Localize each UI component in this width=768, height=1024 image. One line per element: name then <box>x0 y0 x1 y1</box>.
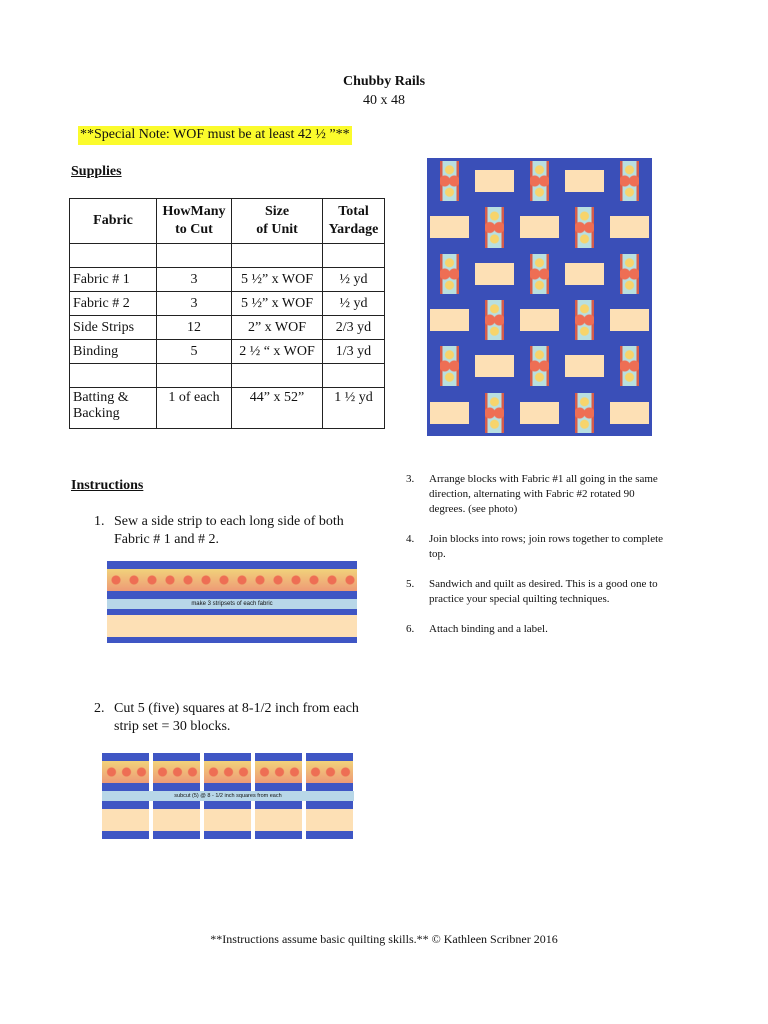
special-note: **Special Note: WOF must be at least 42 ½ ”** <box>78 126 352 145</box>
cell-count: 12 <box>157 316 232 340</box>
stripset-illustration <box>107 561 357 643</box>
quilt-photo <box>427 158 652 436</box>
supplies-table <box>69 198 385 429</box>
quilt-block-fabric-1 <box>530 254 549 294</box>
quilt-block-fabric-2 <box>610 402 649 424</box>
quilt-block-fabric-2 <box>610 216 649 238</box>
quilt-block-fabric-1 <box>485 393 504 433</box>
cell-size: 2 ½ “ x WOF <box>232 340 323 364</box>
cell-size: 5 ½” x WOF <box>232 292 323 316</box>
quilt-block-fabric-2 <box>565 263 604 285</box>
quilt-block-fabric-2 <box>430 216 469 238</box>
cell-count: 5 <box>157 340 232 364</box>
quilt-block-fabric-2 <box>475 355 514 377</box>
quilt-block-fabric-2 <box>565 355 604 377</box>
quilt-block-fabric-1 <box>575 393 594 433</box>
quilt-block-fabric-1 <box>440 346 459 386</box>
cell-yardage: ½ yd <box>323 268 385 292</box>
quilt-block-fabric-2 <box>520 402 559 424</box>
quilt-block-fabric-2 <box>610 309 649 331</box>
quilt-block-fabric-2 <box>520 216 559 238</box>
quilt-block-fabric-1 <box>485 207 504 247</box>
quilt-block-fabric-1 <box>575 207 594 247</box>
col-header-howmany: HowMany to Cut <box>157 199 232 244</box>
quilt-block-fabric-1 <box>530 161 549 201</box>
cell-fabric: Binding <box>70 340 157 364</box>
quilt-block-fabric-1 <box>440 254 459 294</box>
supplies-heading: Supplies <box>71 164 122 179</box>
col-header-yardage: Total Yardage <box>323 199 385 244</box>
cell-size: 44” x 52” <box>232 388 323 429</box>
step-5: 5. Sandwich and quilt as desired. This is a good one to practice your special quilting techniques. <box>406 578 658 605</box>
table-row <box>70 316 385 340</box>
cell-count: 3 <box>157 268 232 292</box>
col-header-size: Size of Unit <box>232 199 323 244</box>
quilt-block-fabric-2 <box>565 170 604 192</box>
quilt-block-fabric-1 <box>440 161 459 201</box>
table-row <box>70 340 385 364</box>
table-row <box>70 292 385 316</box>
table-row-empty <box>70 364 385 388</box>
table-row-empty <box>70 244 385 268</box>
cell-fabric: Batting & Backing <box>70 388 157 429</box>
quilt-block-fabric-2 <box>475 170 514 192</box>
table-row <box>70 268 385 292</box>
cell-yardage: 1/3 yd <box>323 340 385 364</box>
quilt-block-fabric-1 <box>620 254 639 294</box>
quilt-block-fabric-1 <box>575 300 594 340</box>
col-header-fabric: Fabric <box>70 199 157 244</box>
cell-yardage: 2/3 yd <box>323 316 385 340</box>
step-3: 3. Arrange blocks with Fabric #1 all going in the same direction, alternating with Fabric #2 rotated 90 degrees. (see photo) <box>406 473 658 515</box>
cell-fabric: Fabric # 2 <box>70 292 157 316</box>
cell-fabric: Fabric # 1 <box>70 268 157 292</box>
squares-caption: subcut (5) @ 8 - 1/2 inch squares from each <box>102 791 354 801</box>
quilt-block-fabric-2 <box>520 309 559 331</box>
table-row <box>70 388 385 429</box>
cell-fabric: Side Strips <box>70 316 157 340</box>
quilt-size: 40 x 48 <box>363 93 405 108</box>
cell-count: 1 of each <box>157 388 232 429</box>
step-2: 2. Cut 5 (five) squares at 8-1/2 inch from each strip set = 30 blocks. <box>94 701 359 734</box>
squares-illustration <box>102 753 354 839</box>
quilt-block-fabric-2 <box>430 402 469 424</box>
quilt-block-fabric-2 <box>475 263 514 285</box>
step-4: 4. Join blocks into rows; join rows together to complete top. <box>406 533 664 560</box>
cell-size: 5 ½” x WOF <box>232 268 323 292</box>
quilt-block-fabric-1 <box>530 346 549 386</box>
cell-count: 3 <box>157 292 232 316</box>
stripset-caption: make 3 stripsets of each fabric <box>107 599 357 609</box>
cell-yardage: ½ yd <box>323 292 385 316</box>
step-6: 6. Attach binding and a label. <box>406 623 548 635</box>
instructions-heading: Instructions <box>71 478 144 493</box>
quilt-block-fabric-1 <box>620 346 639 386</box>
quilt-block-fabric-2 <box>430 309 469 331</box>
cell-size: 2” x WOF <box>232 316 323 340</box>
cell-yardage: 1 ½ yd <box>323 388 385 429</box>
quilt-block-fabric-1 <box>485 300 504 340</box>
quilt-block-fabric-1 <box>620 161 639 201</box>
page-title: Chubby Rails <box>342 74 426 89</box>
footer: **Instructions assume basic quilting skills.** © Kathleen Scribner 2016 <box>210 932 558 946</box>
step-1: 1. Sew a side strip to each long side of both Fabric # 1 and # 2. <box>94 514 344 547</box>
